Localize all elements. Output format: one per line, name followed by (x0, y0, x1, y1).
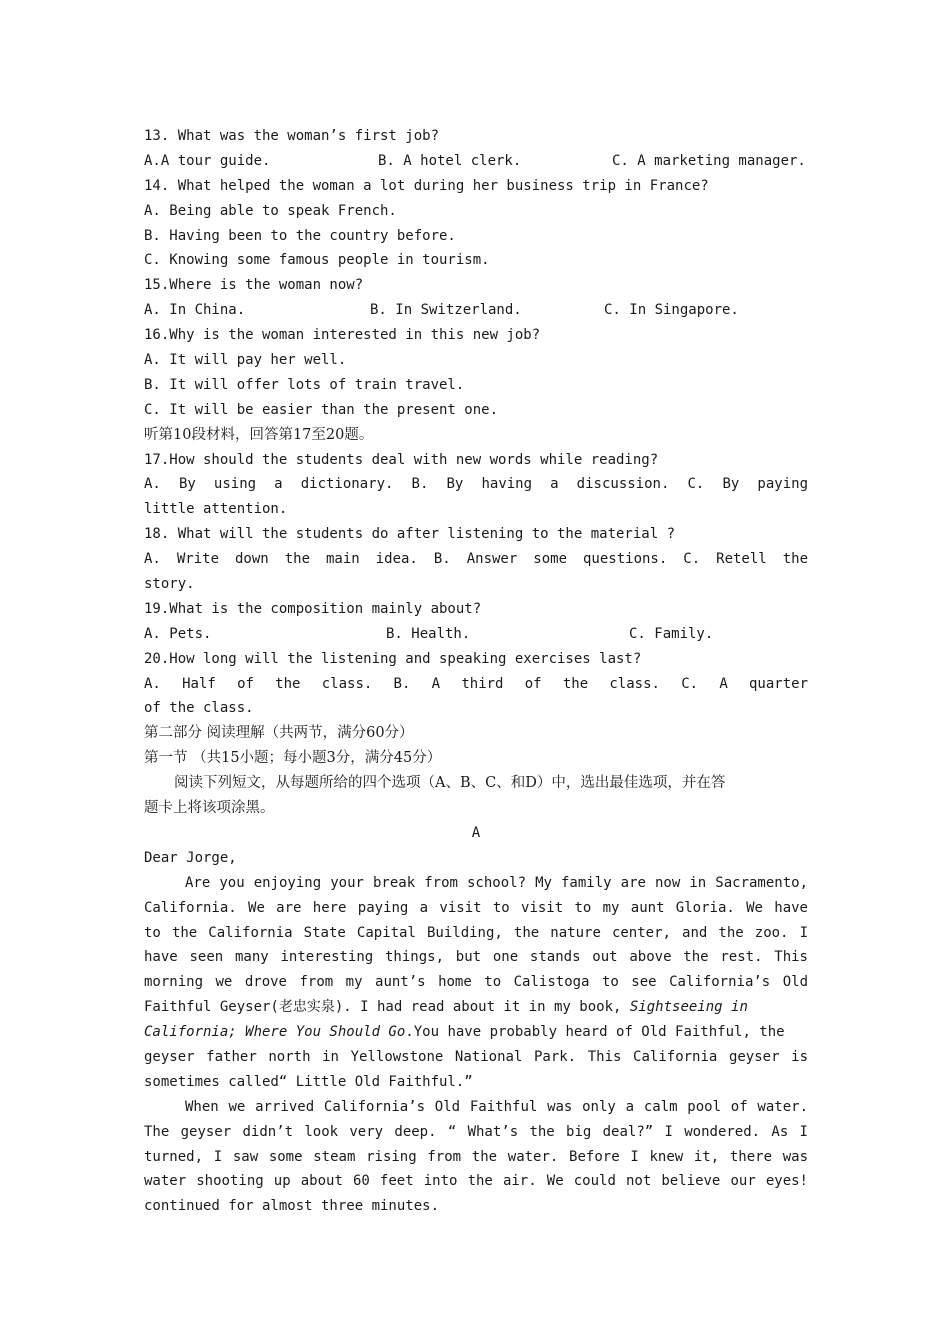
option-b: B. Having been to the country before. (144, 227, 456, 244)
paragraph-1-line (144, 995, 808, 1020)
option-c: C. Family. (629, 625, 714, 642)
question-16: 16.Why is the woman interested in this new job? (144, 327, 541, 344)
book-title: Sightseeing in (629, 999, 748, 1016)
option-b: B. A hotel clerk. (378, 152, 522, 169)
option-a: A. In China. (144, 302, 246, 319)
question-19-options (144, 622, 808, 647)
paragraph-2-line: continued for almost three minutes. (144, 1198, 440, 1215)
paragraph-2-line: When we arrived California’s Old Faithful was only a calm pool of water. (185, 1098, 808, 1115)
option-c: C. In Singapore. (604, 302, 739, 319)
question-19: 19.What is the composition mainly about? (144, 600, 482, 617)
question-15: 15.Where is the woman now? (144, 277, 364, 294)
question-15-options (144, 298, 808, 323)
question-14: 14. What helped the woman a lot during her business trip in France? (144, 177, 709, 194)
paragraph-2-line: The geyser didn’t look very deep. “ What’s the big deal?” I wondered. As I (144, 1123, 808, 1140)
question-20: 20.How long will the listening and speaking exercises last? (144, 650, 642, 667)
paragraph-1-line: have seen many interesting things, but one stands out above the rest. This (144, 949, 808, 966)
question-20-options-cont: of the class. (144, 700, 254, 717)
option-a: A. Pets. (144, 625, 212, 642)
instructions: 阅读下列短文，从每题所给的四个选项（A、B、C、和D）中，选出最佳选项，并在答 (174, 775, 726, 792)
paragraph-1-line: Are you enjoying your break from school? My family are now in Sacramento, (185, 874, 808, 891)
option-c: C. Knowing some famous people in tourism. (144, 252, 490, 269)
paragraph-1-line: geyser father north in Yellowstone National Park. This California geyser is (144, 1048, 808, 1065)
book-title-cont: California; Where You Should Go (144, 1024, 406, 1041)
option-c: C. A marketing manager. (612, 152, 806, 169)
question-18: 18. What will the students do after listening to the material ? (144, 526, 676, 543)
question-13-options (144, 149, 808, 174)
passage-label: A (471, 824, 481, 841)
question-13: 13. What was the woman’s first job? (144, 128, 440, 144)
part-2-title: 第二部分 阅读理解（共两节，满分60分） (144, 725, 414, 742)
question-20-options: A. Half of the class. B. A third of the class. C. A quarter (144, 675, 808, 692)
option-a: A.A tour guide. (144, 152, 271, 169)
paragraph-1-line: sometimes called“ Little Old Faithful.” (144, 1073, 473, 1090)
option-c: C. It will be easier than the present one. (144, 401, 499, 418)
option-b: B. Health. (386, 625, 471, 642)
text: .You have probably heard of Old Faithful, the (405, 1024, 785, 1041)
instructions-cont: 题卡上将该项涂黑。 (144, 800, 275, 817)
section-1-title: 第一节 （共15小题；每小题3分，满分45分） (144, 750, 442, 767)
question-17-options-cont: little attention. (144, 501, 288, 518)
paragraph-1-line: California. We are here paying a visit to visit to my aunt Gloria. We have (144, 899, 808, 916)
paragraph-1-line: to the California State Capital Building, the nature center, and the zoo. I (144, 924, 808, 941)
section-10-heading: 听第10段材料，回答第17至20题。 (144, 426, 374, 443)
question-18-options: A. Write down the main idea. B. Answer some questions. C. Retell the (144, 551, 808, 568)
paragraph-2-line: water shooting up about 60 feet into the air. We could not believe our eyes! (144, 1173, 808, 1190)
paragraph-1-line (144, 1020, 808, 1045)
question-17-options: A. By using a dictionary. B. By having a discussion. C. By paying (144, 476, 808, 493)
exam-page (144, 124, 808, 1219)
salutation: Dear Jorge, (144, 849, 237, 866)
option-a: A. It will pay her well. (144, 352, 347, 369)
option-b: B. It will offer lots of train travel. (144, 376, 465, 393)
option-a: A. Being able to speak French. (144, 202, 397, 219)
question-18-options-cont: story. (144, 576, 195, 593)
option-b: B. In Switzerland. (370, 302, 522, 319)
text: Faithful Geyser(老忠实泉). I had read about it in my book, (144, 999, 630, 1016)
paragraph-2-line: turned, I saw some steam rising from the water. Before I knew it, there was (144, 1148, 808, 1165)
question-17: 17.How should the students deal with new words while reading? (144, 451, 659, 468)
paragraph-1-line: morning we drove from my aunt’s home to Calistoga to see California’s Old (144, 974, 808, 991)
